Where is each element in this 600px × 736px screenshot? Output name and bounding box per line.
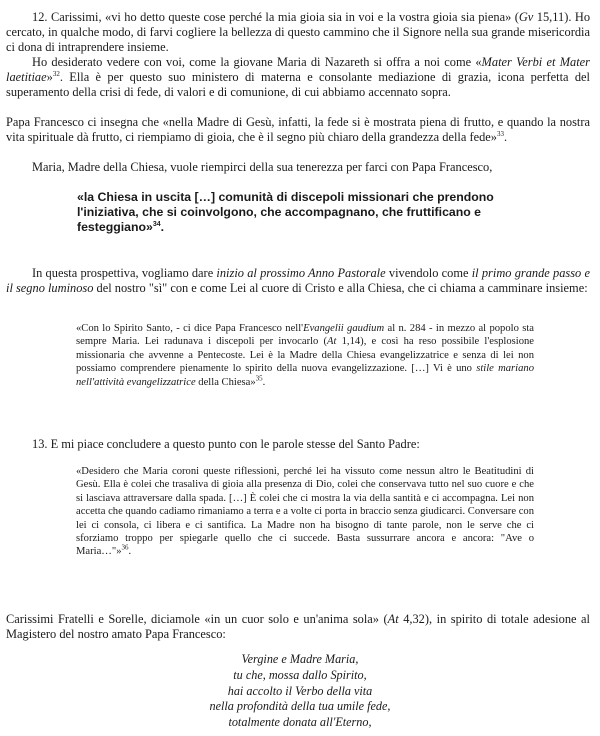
footnote-ref: 36 bbox=[121, 543, 129, 552]
mater-title: Mater Verbi et Mater laetitiae bbox=[6, 55, 590, 84]
footnote-ref: 33 bbox=[496, 129, 504, 138]
footnote-ref: 32 bbox=[52, 69, 60, 78]
paragraph-mater: Ho desiderato vedere con voi, come la giovane Maria di Nazareth si offra a noi come «Mater Verbi et Mater laetitiae»$^{32}$. Ella è per questo suo ministero di materna e consolante mediazione di grazia, icona perfetta del superamento della crisi di fede, di valori e di comunione, di cui abbiamo accennato sopra. bbox=[6, 55, 590, 99]
prayer-poem bbox=[150, 652, 450, 731]
paragraph-12: 12. Carissimi, «vi ho detto queste cose perché la mia gioia sia in voi e la vostra gioia sia piena» (Gv 15,11). Ho cercato, in qualche modo, di farvi cogliere la bellezza di questo cammino che il Signore nella sua grande misericordia ci dona di intraprendere insieme. bbox=[6, 10, 591, 54]
quote-desidero: «Desidero che Maria coroni queste riflessioni, perché lei ha vissuto come nessun altro le Beatitudini di Gesù. Ella è colei che trasaliva di gioia alla presenza di Dio, colei che conservava tutto nel suo cuore e che si lasciava attraversare dalla spada. […] È colei che ci mostra la via della santità e ci accompagna. Lei non accetta che quando cadiamo rimaniamo a terra e a volte ci porta in braccio senza giudicarci. Conversare con lei ci consola, ci libera e ci santifica. La Madre non ha bisogno di tante parole, non le serve che ci sforziamo troppo per spiegarle quello che ci succede. Basta sussurrare ancora e ancora: "Ave o Maria…"»$^{36}$. bbox=[76, 466, 534, 558]
poem-line: Vergine e Madre Maria, bbox=[241, 652, 359, 666]
scripture-ref: At bbox=[387, 612, 399, 626]
bold-quote-chiesa: «la Chiesa in uscita […] comunità di discepoli missionari che prendono l'iniziativa, che si coinvolgono, che accompagnano, che fruttificano e festeggiano»$^{34}$. bbox=[77, 190, 494, 234]
quote-spirito-santo: «Con lo Spirito Santo, - ci dice Papa Francesco nell'Evangelii gaudium al n. 284 - in mezzo al popolo sta sempre Maria. Lei radunava i discepoli per invocarlo (At 1,14), e così ha reso possibile l'esplosione missionaria che avvenne a Pentecoste. Lei è la Madre della Chiesa evangelizzatrice e senza di lei non possiamo comprendere pienamente lo spirito della nuova evangelizzazione. […] Vi è uno stile mariano nell'attività evangelizzatrice della Chiesa»$^{35}$. bbox=[76, 323, 535, 388]
paragraph-prospettiva: In questa prospettiva, vogliamo dare inizio al prossimo Anno Pastorale vivendolo come il primo grande passo e il segno luminoso del nostro "sì" con e come Lei al cuore di Cristo e alla Chiesa, che ci chiama a camminare insieme: bbox=[6, 266, 590, 295]
poem-line: hai accolto il Verbo della vita bbox=[227, 683, 373, 698]
paragraph-papa: Papa Francesco ci insegna che «nella Madre di Gesù, infatti, la fede si è mostrata piena di frutto, e quando la nostra vita spirituale dà frutto, ci riempiamo di gioia, che è il segno più chiaro della grandezza della fede»$^{33}$. bbox=[6, 115, 590, 144]
poem-line: nella profondità della tua umile fede, bbox=[209, 699, 391, 714]
paragraph-maria: Maria, Madre della Chiesa, vuole riempirci della sua tenerezza per farci con Papa Francesco, bbox=[32, 160, 493, 174]
poem-line: totalmente donata all'Eterno, bbox=[228, 715, 372, 730]
footnote-ref: 34 bbox=[152, 220, 161, 228]
paragraph-fratelli: Carissimi Fratelli e Sorelle, diciamole «in un cuor solo e un'anima sola» (At 4,32), in spirito di totale adesione al Magistero del nostro amato Papa Francesco: bbox=[6, 612, 590, 641]
scripture-ref: Gv bbox=[518, 10, 534, 24]
footnote-ref: 35 bbox=[255, 374, 263, 383]
paragraph-13: 13. E mi piace concludere a questo punto con le parole stesse del Santo Padre: bbox=[32, 437, 420, 451]
poem-line: tu che, mossa dallo Spirito, bbox=[233, 667, 367, 682]
